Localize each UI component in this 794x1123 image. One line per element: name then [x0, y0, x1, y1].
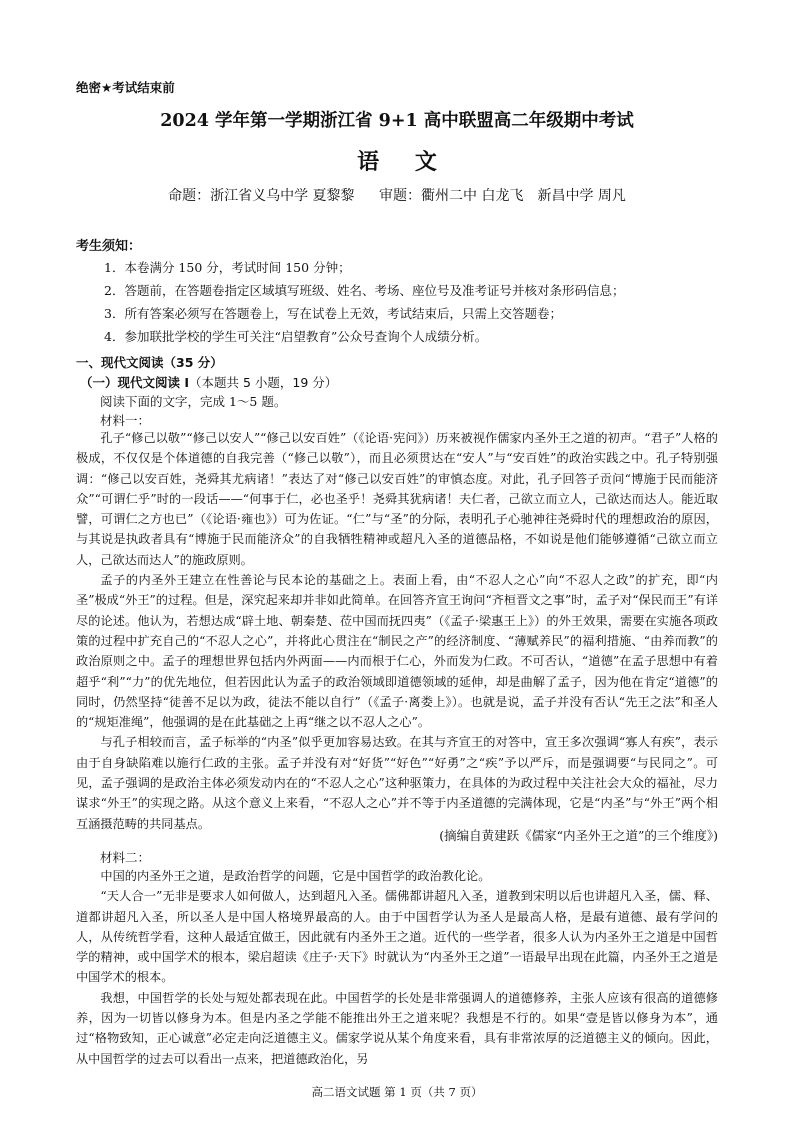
- reading-instruction: 阅读下面的文字，完成 1～5 题。: [100, 394, 287, 409]
- exam-authors: [0, 185, 794, 205]
- section-title: 一、现代文阅读（35 分）: [76, 355, 223, 370]
- paragraph: “天人合一”无非是要求人如何做人，达到超凡入圣。儒佛都讲超凡入圣，道教到宋明以后也讲超凡入圣，儒、释、道都讲超凡入圣，所以圣人是中国人格境界最高的人。由于中国哲学认为圣人是最高人格，是最有道德、最有学问的人，从传统哲学看，这种人最适宜做王，因此就有内圣外王之道。近代的一些学者，很多人认为内圣外王之道是中国哲学的精神，或中国学术的根本，梁启超读《庄子·天下》时就认为“内圣外王之道”一语最早出现在此篇，内圣外王之道是中国学术的根本。: [76, 889, 718, 985]
- paragraph: 与孔子相较而言，孟子标举的“内圣”似乎更加容易达致。在其与齐宣王的对答中，宣王多次强调“寡人有疾”，表示由于自身缺陷难以施行仁政的主张。孟子并没有对“好货”“好色”“好勇”之“疾”予以严斥，而是强调要“与民同之”。可见，孟子强调的是政治主体必须发动内在的“不忍人之心”这种驱策力，在具体的为政过程中关注社会大众的福祉，尽力谋求“外王”的实现之路。从这个意义上来看，“不忍人之心”并不等于内圣道德的完满体现，它是“内圣”与“外王”两个相互涵摄范畴的共同基点。: [76, 735, 718, 831]
- notice-item: 1．本卷满分 150 分，考试时间 150 分钟；: [104, 260, 351, 275]
- subsection-title: [80, 373, 337, 391]
- paragraph: 中国的内圣外王之道，是政治哲学的问题，它是中国哲学的政治教化论。: [100, 869, 491, 883]
- notice-item: 3．所有答案必须写在答题卷上，写在试卷上无效，考试结束后，只需上交答题卷；: [104, 306, 562, 321]
- paragraph: 孟子的内圣外王建立在性善论与民本论的基础之上。表面上看，由“不忍人之心”向“不忍人之政”的扩充，即“内圣”极成“外王”的过程。但是，深究起来却并非如此简单。在回答齐宣王询问“齐桓晋文之事”时，孟子对“保民而王”有详尽的论述。他认为，若想达成“辟土地、朝秦楚、莅中国而抚四夷”（《孟子·梁惠王上》）的外王效果，需要在实施各项政策的过程中扩充自己的“不忍人之心”，并将此心贯注在“制民之产”的经济制度、“薄赋养民”的福利措施、“由养而教”的政治原则之中。孟子的理想世界包括内外两面——内而根于仁心，外而发为仁政。不可否认，“道德”在孟子思想中有着超乎“利”“力”的优先地位，但若因此认为孟子的政治领域即道德领域的延伸，却是曲解了孟子，因为他在肯定“道德”的同时，仍然坚持“徒善不足以为政，徒法不能以自行”（《孟子·离娄上》）。也就是说，孟子并没有否认“先王之法”和圣人的“规矩准绳”，他强调的是在此基础之上再“继之以不忍人之心”。: [76, 573, 718, 730]
- notice-item: 4．参加联批学校的学生可关注“启望教育”公众号查询个人成绩分析。: [104, 329, 488, 344]
- subsection-label: （一）现代文阅读 I: [80, 375, 190, 390]
- notice-title: 考生须知：: [76, 239, 142, 254]
- material1-label: 材料一：: [100, 413, 151, 428]
- setters: 命题：浙江省义乌中学 夏黎黎: [168, 188, 355, 204]
- subject-title: 语 文: [357, 149, 451, 175]
- notice-item: 2．答题前，在答题卷指定区域填写班级、姓名、考场、座位号及准考证号并核对条形码信息；: [104, 283, 625, 298]
- paragraph: 我想，中国哲学的长处与短处都表现在此。中国哲学的长处是非常强调人的道德修养，主张人应该有很高的道德修养，因为一切皆以修身为本。但是内圣之学能不能推出外王之道来呢？我想是不行的。如果“壹是皆以修身为本”，通过“格物致知，正心诚意”必定走向泛道德主义。儒家学说从某个角度来看，具有非常浓厚的泛道德主义的倾向。因此，从中国哲学的过去可以看出一点来，把道德政治化，另: [76, 990, 718, 1066]
- material2-label: 材料二：: [100, 850, 151, 865]
- secret-mark: 绝密★考试结束前: [76, 80, 175, 95]
- material1-text: [76, 428, 718, 834]
- page-footer: 高二语文试题 第 1 页（共 7 页）: [311, 1085, 483, 1099]
- subsection-note: （本题共 5 小题，19 分）: [189, 375, 338, 390]
- paragraph: 孔子“修己以敬”“修己以安人”“修己以安百姓”（《论语·宪问》）历来被视作儒家内圣外王之道的初声。“君子”人格的极成，不仅仅是个体道德的自我完善（“修己以敬”），而且必须贯达在“安人”与“安百姓”的政治实践之中。孔子特别强调：“修己以安百姓，尧舜其尤病诸！”表达了对“修己以安百姓”的审慎态度。对此，孔子回答子贡问“博施于民而能济众”“可谓仁乎”时的一段话——“何事于仁，必也圣乎！尧舜其犹病诸！夫仁者，己欲立而立人，己欲达而达人。能近取譬，可谓仁之方也已”（《论语·雍也》）可为佐证。“仁”与“圣”的分际，表明孔子心驰神往尧舜时代的理想政治的原因，与其说是执政者具有“博施于民而能济众”的自我牺牲精神或超凡入圣的道德品格，不如说是他们能够遵循“己欲立而立人，己欲达而达人”的施政原则。: [76, 431, 718, 567]
- material2-text: [76, 866, 718, 1069]
- notice-list: [104, 256, 744, 348]
- material1-source: (摘编自黄建跃《儒家“内圣外王之道”的三个维度》): [439, 828, 718, 843]
- exam-title: 2024 学年第一学期浙江省 9+1 高中联盟高二年级期中考试: [160, 111, 634, 131]
- reviewers: 审题：衢州二中 白龙飞 新昌中学 周凡: [379, 188, 626, 204]
